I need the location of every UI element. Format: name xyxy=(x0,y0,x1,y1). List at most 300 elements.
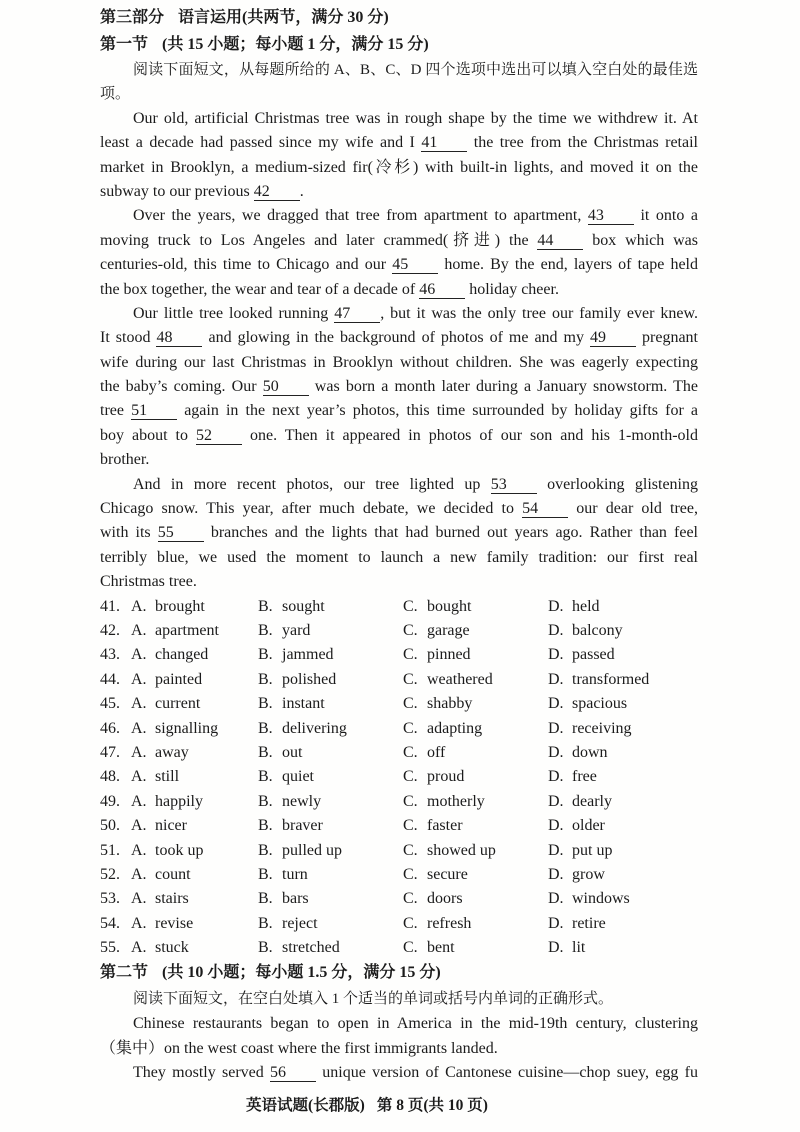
question-row-42 xyxy=(100,619,698,643)
question-row-44 xyxy=(100,668,698,692)
option-text: signalling xyxy=(155,719,219,737)
line-text: overlooking glistening xyxy=(536,475,698,493)
text-line xyxy=(100,473,698,497)
section-1-passage xyxy=(100,107,698,595)
paragraph xyxy=(100,58,698,107)
line-text: it onto a xyxy=(633,207,698,225)
text-line xyxy=(100,399,698,423)
option-letter: B. xyxy=(258,939,273,957)
option-c xyxy=(403,790,485,814)
option-a xyxy=(131,790,203,814)
line-text: again in the next year’s photos, this time surrounded by holiday gifts for a xyxy=(177,402,699,420)
line-text: the tree from the Christmas retail xyxy=(467,134,698,152)
option-d xyxy=(548,643,615,667)
option-letter: D. xyxy=(548,670,564,688)
option-letter: D. xyxy=(548,743,564,761)
option-letter: C. xyxy=(403,817,418,835)
option-text: free xyxy=(572,768,597,786)
line-text: the baby’s coming. Our xyxy=(100,378,263,396)
option-letter: D. xyxy=(548,841,564,859)
question-number: 55. xyxy=(100,939,120,957)
text-line xyxy=(100,424,698,448)
option-b xyxy=(258,863,308,887)
option-text: polished xyxy=(282,670,337,688)
option-a xyxy=(131,643,208,667)
section-1-heading xyxy=(100,32,698,59)
text-line xyxy=(100,302,698,326)
option-letter: C. xyxy=(403,646,418,664)
question-number: 52. xyxy=(100,865,120,883)
part-title xyxy=(100,5,698,32)
option-text: jammed xyxy=(282,646,334,664)
line-text: 阅读下面短文，从每题所给的 A、B、C、D 四个选项中选出可以填入空白处的最佳选 xyxy=(133,62,698,78)
line-text: and glowing in the background of photos of me and my xyxy=(202,329,591,347)
line-text: one. Then it appeared in photos of our son and his 1-month-old xyxy=(241,426,699,444)
blank-44: 44 xyxy=(537,232,583,250)
blank-50: 50 xyxy=(263,378,309,396)
option-a xyxy=(131,595,205,619)
line-text: home. By the end, layers of tape held xyxy=(438,256,698,274)
option-d xyxy=(548,692,627,716)
page-content xyxy=(100,5,698,1086)
line-text: box which was xyxy=(583,231,699,249)
option-b xyxy=(258,839,342,863)
option-letter: B. xyxy=(258,865,273,883)
line-text: unique version of Cantonese cuisine—chop suey, egg fu xyxy=(316,1064,699,1082)
option-letter: C. xyxy=(403,890,418,908)
blank-45: 45 xyxy=(392,256,438,274)
paragraph xyxy=(100,302,698,473)
option-text: apartment xyxy=(155,621,219,639)
option-b xyxy=(258,717,347,741)
blank-54: 54 xyxy=(522,500,568,518)
option-letter: B. xyxy=(258,914,273,932)
option-text: dearly xyxy=(572,792,612,810)
line-text: was born a month later during a January snowstorm. The xyxy=(308,378,698,396)
option-letter: B. xyxy=(258,841,273,859)
option-letter: A. xyxy=(131,817,147,835)
line-text: with its xyxy=(100,524,158,542)
blank-41: 41 xyxy=(421,134,467,152)
option-text: pulled up xyxy=(282,841,342,859)
line-text: wife during our last Christmas in Brooklyn without children. She was eagerly expecting xyxy=(100,353,698,371)
option-text: garage xyxy=(427,621,470,639)
option-text: reject xyxy=(282,914,318,932)
option-text: current xyxy=(155,695,201,713)
option-letter: C. xyxy=(403,939,418,957)
option-text: newly xyxy=(282,792,322,810)
option-d xyxy=(548,839,612,863)
text-line xyxy=(100,986,698,1012)
paragraph xyxy=(100,986,698,1012)
line-text: 项。 xyxy=(100,86,131,103)
option-text: delivering xyxy=(282,719,347,737)
line-text: It stood xyxy=(100,329,157,347)
option-b xyxy=(258,668,336,692)
option-letter: B. xyxy=(258,817,273,835)
blank-48: 48 xyxy=(156,329,202,347)
option-d xyxy=(548,814,605,838)
option-letter: C. xyxy=(403,768,418,786)
option-letter: B. xyxy=(258,719,273,737)
option-a xyxy=(131,619,219,643)
text-line xyxy=(100,1061,698,1085)
option-letter: C. xyxy=(403,743,418,761)
option-text: motherly xyxy=(427,792,485,810)
paragraph xyxy=(100,107,698,205)
option-text: refresh xyxy=(427,914,472,932)
blank-53: 53 xyxy=(491,476,537,494)
question-row-53 xyxy=(100,887,698,911)
text-line xyxy=(100,131,698,155)
option-letter: A. xyxy=(131,890,147,908)
blank-52: 52 xyxy=(196,427,242,445)
question-row-49 xyxy=(100,790,698,814)
text-line xyxy=(100,497,698,521)
line-text: （集中）on the west coast where the first immigrants landed. xyxy=(100,1039,498,1057)
question-number: 51. xyxy=(100,841,120,859)
section-2-scoring: (共 10 小题；每小题 1.5 分，满分 15 分) xyxy=(162,964,441,982)
option-letter: D. xyxy=(548,597,564,615)
question-row-41 xyxy=(100,595,698,619)
question-number: 44. xyxy=(100,670,120,688)
text-line xyxy=(100,351,698,375)
option-letter: B. xyxy=(258,597,273,615)
line-text: And in more recent photos, our tree lighted up xyxy=(133,475,491,493)
option-d xyxy=(548,595,600,619)
line-text: centuries-old, this time to Chicago and our xyxy=(100,256,393,274)
line-text: moving truck to Los Angeles and later crammed(挤进) the xyxy=(100,231,538,249)
section-2-passage xyxy=(100,1012,698,1085)
option-text: put up xyxy=(572,841,613,859)
option-c xyxy=(403,912,471,936)
option-text: away xyxy=(155,743,189,761)
option-letter: C. xyxy=(403,621,418,639)
option-a xyxy=(131,668,202,692)
option-b xyxy=(258,765,314,789)
line-text: market in Brooklyn, a medium-sized fir(冷杉) with built-in lights, and moved it on the xyxy=(100,158,698,176)
option-letter: B. xyxy=(258,792,273,810)
option-b xyxy=(258,643,334,667)
option-c xyxy=(403,887,463,911)
option-b xyxy=(258,619,310,643)
option-letter: D. xyxy=(548,646,564,664)
question-number: 45. xyxy=(100,695,120,713)
option-text: out xyxy=(282,743,303,761)
section-2-number: 第二节 xyxy=(100,964,149,982)
option-letter: C. xyxy=(403,865,418,883)
option-text: brought xyxy=(155,597,205,615)
option-text: receiving xyxy=(572,719,632,737)
question-row-45 xyxy=(100,692,698,716)
option-text: sought xyxy=(282,597,325,615)
line-text: least a decade had passed since my wife and I xyxy=(100,134,422,152)
question-number: 43. xyxy=(100,646,120,664)
question-number: 49. xyxy=(100,792,120,810)
option-b xyxy=(258,814,323,838)
question-row-51 xyxy=(100,839,698,863)
question-options xyxy=(100,595,698,961)
option-text: transformed xyxy=(572,670,650,688)
line-text: . xyxy=(299,182,304,200)
option-letter: B. xyxy=(258,768,273,786)
question-number: 48. xyxy=(100,768,120,786)
option-text: held xyxy=(572,597,600,615)
blank-46: 46 xyxy=(419,281,465,299)
option-letter: C. xyxy=(403,719,418,737)
text-line xyxy=(100,326,698,350)
option-letter: B. xyxy=(258,743,273,761)
question-number: 53. xyxy=(100,890,120,908)
option-letter: A. xyxy=(131,914,147,932)
option-letter: A. xyxy=(131,597,147,615)
option-c xyxy=(403,595,471,619)
option-text: proud xyxy=(427,768,465,786)
option-letter: C. xyxy=(403,792,418,810)
option-c xyxy=(403,839,496,863)
text-line xyxy=(100,1012,698,1036)
option-letter: D. xyxy=(548,890,564,908)
option-letter: D. xyxy=(548,939,564,957)
option-text: quiet xyxy=(282,768,314,786)
option-text: pinned xyxy=(427,646,471,664)
option-c xyxy=(403,668,493,692)
line-text: Chicago snow. This year, after much debate, we decided to xyxy=(100,500,523,518)
option-d xyxy=(548,765,597,789)
option-c xyxy=(403,643,471,667)
option-b xyxy=(258,887,309,911)
option-text: painted xyxy=(155,670,203,688)
line-text: Over the years, we dragged that tree from apartment to apartment, xyxy=(133,207,588,225)
option-text: changed xyxy=(155,646,209,664)
text-line xyxy=(100,58,698,82)
text-line xyxy=(100,82,698,106)
question-row-43 xyxy=(100,643,698,667)
option-b xyxy=(258,692,325,716)
line-text: boy about to xyxy=(100,426,196,444)
line-text: They mostly served xyxy=(133,1064,271,1082)
option-text: windows xyxy=(572,890,630,908)
option-b xyxy=(258,936,340,960)
option-letter: C. xyxy=(403,670,418,688)
section-1-instructions xyxy=(100,58,698,107)
option-letter: C. xyxy=(403,597,418,615)
option-text: spacious xyxy=(572,695,628,713)
option-c xyxy=(403,765,464,789)
question-row-47 xyxy=(100,741,698,765)
option-text: shabby xyxy=(427,695,473,713)
line-text: the box together, the wear and tear of a decade of xyxy=(100,280,420,298)
option-letter: C. xyxy=(403,914,418,932)
part-number: 第三部分 xyxy=(100,9,165,26)
option-c xyxy=(403,741,445,765)
text-line xyxy=(100,229,698,253)
text-line xyxy=(100,546,698,570)
option-a xyxy=(131,741,189,765)
option-text: revise xyxy=(155,914,194,932)
footer-subject: 英语试题(长郡版) xyxy=(246,1097,365,1114)
option-text: braver xyxy=(282,817,323,835)
question-row-55 xyxy=(100,936,698,960)
option-text: stuck xyxy=(155,939,189,957)
paragraph xyxy=(100,204,698,302)
option-text: off xyxy=(427,743,446,761)
option-text: turn xyxy=(282,865,308,883)
option-letter: A. xyxy=(131,743,147,761)
text-line xyxy=(100,570,698,594)
part-name: 语言运用(共两节，满分 30 分) xyxy=(178,9,389,26)
paragraph xyxy=(100,1012,698,1061)
option-letter: A. xyxy=(131,695,147,713)
question-number: 54. xyxy=(100,914,120,932)
section-1-scoring: (共 15 小题；每小题 1 分，满分 15 分) xyxy=(162,35,429,53)
option-c xyxy=(403,717,482,741)
text-line xyxy=(100,521,698,545)
line-text: , but it was the only tree our family ever knew. xyxy=(380,304,698,322)
option-text: adapting xyxy=(427,719,483,737)
text-line xyxy=(100,204,698,228)
option-d xyxy=(548,741,608,765)
blank-47: 47 xyxy=(334,305,380,323)
line-text: pregnant xyxy=(636,329,698,347)
question-row-54 xyxy=(100,912,698,936)
option-text: weathered xyxy=(427,670,493,688)
option-d xyxy=(548,912,606,936)
option-text: yard xyxy=(282,621,311,639)
option-a xyxy=(131,717,218,741)
option-a xyxy=(131,912,193,936)
blank-42: 42 xyxy=(254,183,300,201)
option-text: passed xyxy=(572,646,615,664)
option-letter: A. xyxy=(131,670,147,688)
option-letter: A. xyxy=(131,621,147,639)
question-number: 46. xyxy=(100,719,120,737)
text-line xyxy=(100,448,698,472)
question-number: 47. xyxy=(100,743,120,761)
option-a xyxy=(131,863,191,887)
option-letter: D. xyxy=(548,768,564,786)
option-letter: D. xyxy=(548,695,564,713)
question-row-52 xyxy=(100,863,698,887)
line-text: subway to our previous xyxy=(100,182,254,200)
option-d xyxy=(548,619,623,643)
blank-51: 51 xyxy=(131,402,177,420)
option-text: bought xyxy=(427,597,472,615)
line-text: holiday cheer. xyxy=(465,280,559,298)
line-text: Chinese restaurants began to open in America in the mid-19th century, clustering xyxy=(133,1015,698,1033)
option-letter: D. xyxy=(548,621,564,639)
question-number: 42. xyxy=(100,621,120,639)
option-text: happily xyxy=(155,792,203,810)
option-d xyxy=(548,717,632,741)
option-b xyxy=(258,912,318,936)
option-text: still xyxy=(155,768,180,786)
option-letter: A. xyxy=(131,865,147,883)
question-row-50 xyxy=(100,814,698,838)
option-text: count xyxy=(155,865,191,883)
line-text: tree xyxy=(100,402,132,420)
option-text: bent xyxy=(427,939,455,957)
option-text: lit xyxy=(572,939,586,957)
option-letter: A. xyxy=(131,841,147,859)
option-text: showed up xyxy=(427,841,496,859)
line-text: our dear old tree, xyxy=(568,500,699,518)
option-a xyxy=(131,887,189,911)
option-letter: D. xyxy=(548,719,564,737)
option-c xyxy=(403,936,455,960)
blank-49: 49 xyxy=(590,329,636,347)
text-line xyxy=(100,156,698,180)
line-text: Our little tree looked running xyxy=(133,304,335,322)
option-letter: B. xyxy=(258,646,273,664)
option-letter: A. xyxy=(131,939,147,957)
option-text: nicer xyxy=(155,817,187,835)
option-c xyxy=(403,863,468,887)
option-letter: C. xyxy=(403,841,418,859)
option-text: balcony xyxy=(572,621,623,639)
option-letter: A. xyxy=(131,792,147,810)
text-line xyxy=(100,107,698,131)
page-footer xyxy=(246,1094,488,1118)
option-text: secure xyxy=(427,865,468,883)
option-text: older xyxy=(572,817,605,835)
blank-43: 43 xyxy=(588,207,634,225)
option-letter: B. xyxy=(258,695,273,713)
option-text: down xyxy=(572,743,608,761)
text-line xyxy=(100,180,698,204)
option-c xyxy=(403,619,470,643)
option-d xyxy=(548,887,630,911)
blank-55: 55 xyxy=(158,524,204,542)
option-c xyxy=(403,692,472,716)
blank-56: 56 xyxy=(270,1064,316,1082)
option-a xyxy=(131,839,203,863)
option-letter: A. xyxy=(131,768,147,786)
option-letter: D. xyxy=(548,914,564,932)
line-text: Christmas tree. xyxy=(100,573,197,591)
option-a xyxy=(131,814,187,838)
option-letter: B. xyxy=(258,670,273,688)
option-letter: B. xyxy=(258,621,273,639)
option-b xyxy=(258,595,325,619)
option-text: stretched xyxy=(282,939,340,957)
text-line xyxy=(100,253,698,277)
option-d xyxy=(548,790,612,814)
option-text: grow xyxy=(572,865,605,883)
question-row-46 xyxy=(100,717,698,741)
footer-page-number: 第 8 页(共 10 页) xyxy=(376,1097,488,1114)
option-letter: C. xyxy=(403,695,418,713)
option-letter: A. xyxy=(131,646,147,664)
option-letter: D. xyxy=(548,865,564,883)
option-text: retire xyxy=(572,914,606,932)
option-b xyxy=(258,741,302,765)
question-number: 50. xyxy=(100,817,120,835)
option-text: took up xyxy=(155,841,204,859)
question-number: 41. xyxy=(100,597,120,615)
section-2-instructions xyxy=(100,986,698,1012)
option-a xyxy=(131,765,179,789)
line-text: branches and the lights that had burned out years ago. Rather than feel xyxy=(203,524,698,542)
section-1-number: 第一节 xyxy=(100,35,149,53)
paragraph xyxy=(100,1061,698,1085)
option-d xyxy=(548,863,605,887)
option-d xyxy=(548,936,585,960)
option-letter: D. xyxy=(548,817,564,835)
option-c xyxy=(403,814,463,838)
option-a xyxy=(131,692,200,716)
line-text: 阅读下面短文，在空白处填入 1 个适当的单词或括号内单词的正确形式。 xyxy=(133,991,614,1008)
